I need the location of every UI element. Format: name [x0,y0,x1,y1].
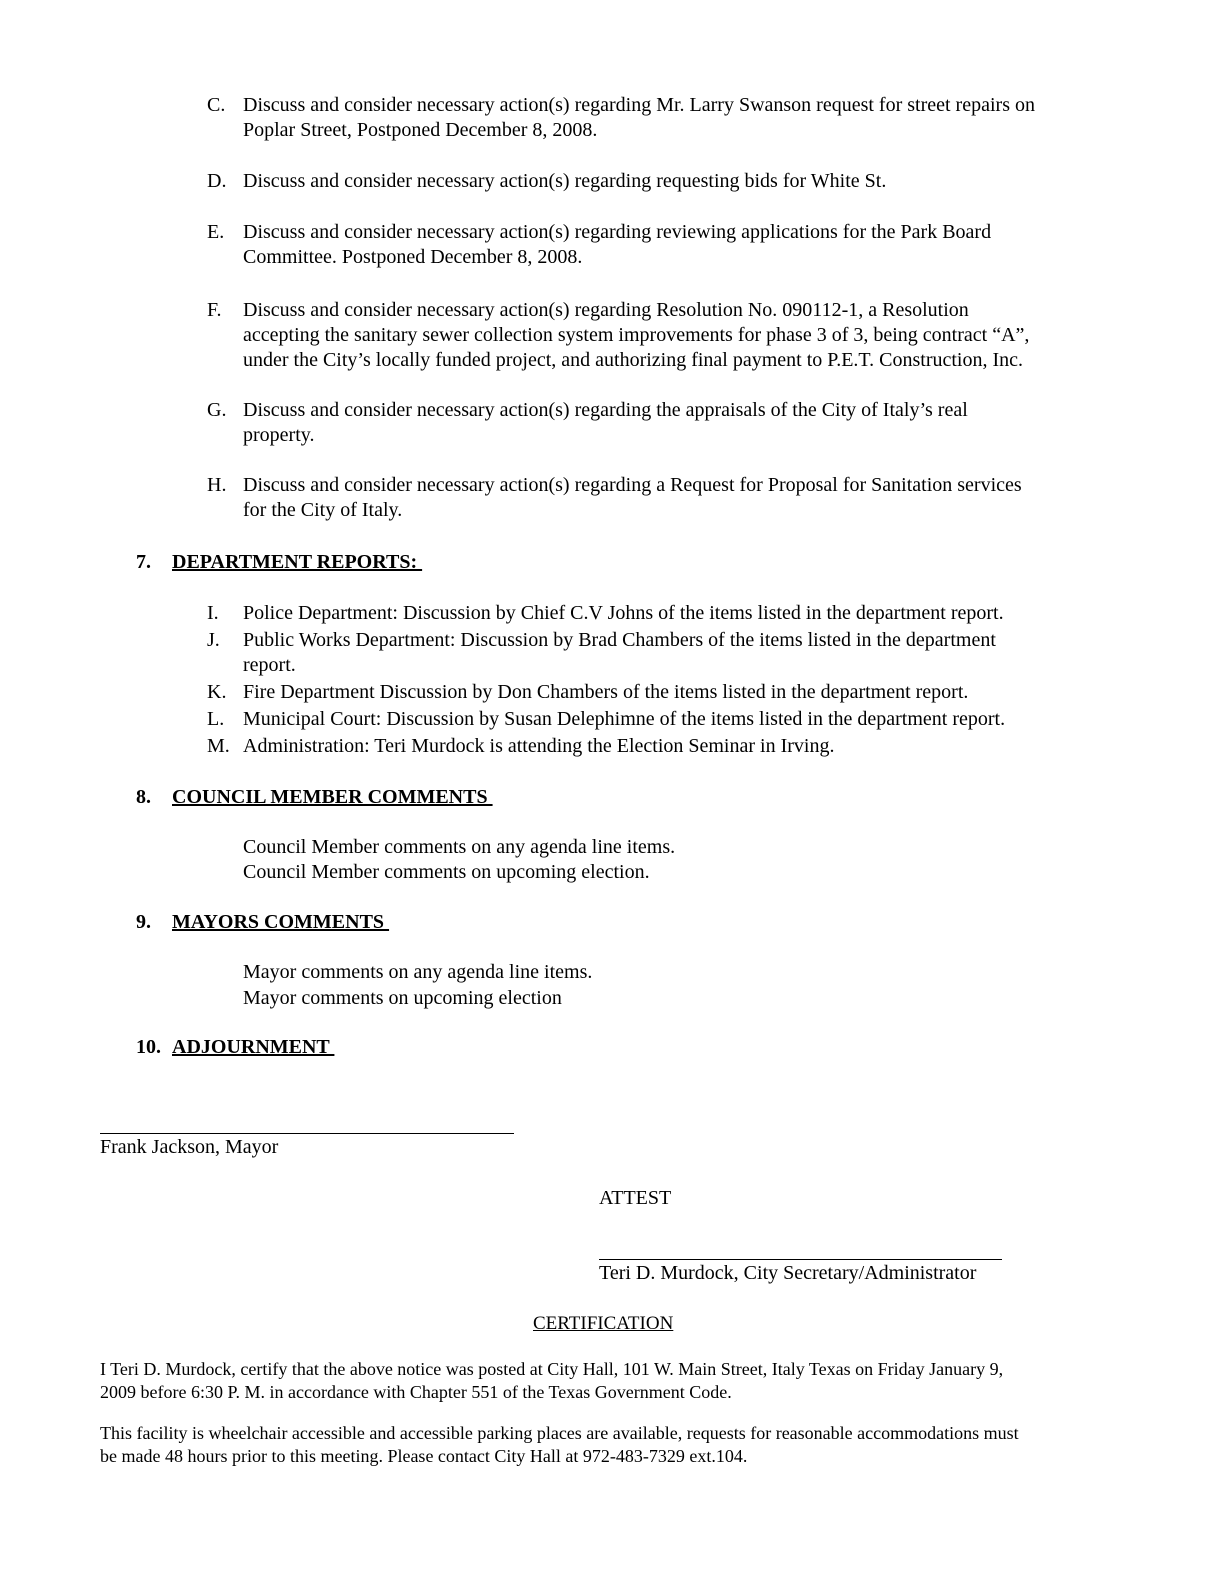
item-letter: G. [207,399,227,421]
item-letter: M. [207,735,230,757]
council-comment-line: Council Member comments on any agenda line items. [243,836,676,858]
item-text [243,734,1123,759]
item-line: Discuss and consider necessary action(s) regarding the appraisals of the City of Italy’s real [243,399,968,421]
secretary-signature-name: Teri D. Murdock, City Secretary/Administrator [599,1262,977,1284]
item-text [243,298,1123,373]
item-letter: L. [207,708,225,730]
section-number: 10. [136,1036,161,1058]
item-line: under the City’s locally funded project, and authorizing final payment to P.E.T. Construction, Inc. [243,349,1024,371]
mayor-comment-line: Mayor comments on any agenda line items. [243,961,593,983]
item-line: Discuss and consider necessary action(s) regarding Resolution No. 090112-1, a Resolution [243,299,969,321]
item-text [243,628,1123,678]
section-number: 7. [136,551,151,573]
item-line: Discuss and consider necessary action(s) regarding a Request for Proposal for Sanitation services [243,474,1022,496]
item-text [243,398,1123,448]
section-title: COUNCIL MEMBER COMMENTS [172,786,493,808]
section-title: ADJOURNMENT [172,1036,335,1058]
notice-line: I Teri D. Murdock, certify that the above notice was posted at City Hall, 101 W. Main Street, Italy Texas on Friday January 9, [100,1359,1004,1379]
mayor-signature-line [100,1133,514,1134]
mayor-comment-line: Mayor comments on upcoming election [243,987,562,1009]
item-line: Police Department: Discussion by Chief C.V Johns of the items listed in the department report. [243,602,1004,624]
item-text [243,680,1123,705]
item-line: Discuss and consider necessary action(s) regarding Mr. Larry Swanson request for street repairs on [243,94,1035,116]
item-letter: H. [207,474,227,496]
section-number: 8. [136,786,151,808]
item-letter: E. [207,221,225,243]
notice-line: This facility is wheelchair accessible and accessible parking places are available, requests for reasonable accommodations must [100,1423,1019,1443]
item-letter: K. [207,681,227,703]
item-line: Municipal Court: Discussion by Susan Delephimne of the items listed in the department report. [243,708,1006,730]
section-number: 9. [136,911,151,933]
attest-label: ATTEST [599,1187,672,1209]
item-line: Discuss and consider necessary action(s) regarding requesting bids for White St. [243,170,887,192]
item-letter: I. [207,602,219,624]
item-line: Discuss and consider necessary action(s) regarding reviewing applications for the Park Board [243,221,992,243]
notice-line: be made 48 hours prior to this meeting. Please contact City Hall at 972-483-7329 ext.104. [100,1446,748,1466]
section-title: DEPARTMENT REPORTS: [172,551,423,573]
item-line: Committee. Postponed December 8, 2008. [243,246,583,268]
item-line: Poplar Street, Postponed December 8, 2008. [243,119,598,141]
item-letter: D. [207,170,227,192]
item-text [243,707,1123,732]
mayor-signature-name: Frank Jackson, Mayor [100,1136,279,1158]
item-line: accepting the sanitary sewer collection system improvements for phase 3 of 3, being contract “A”, [243,324,1030,346]
certification-statement [100,1358,1120,1404]
item-letter: C. [207,94,226,116]
item-text [243,93,1123,143]
item-text [243,473,1123,523]
council-comment-line: Council Member comments on upcoming election. [243,861,650,883]
item-line: Public Works Department: Discussion by Brad Chambers of the items listed in the department [243,629,996,651]
item-text [243,220,1123,270]
item-letter: F. [207,299,222,321]
item-text [243,169,1123,194]
section-title: MAYORS COMMENTS [172,911,390,933]
item-line: property. [243,424,315,446]
item-line: Administration: Teri Murdock is attending the Election Seminar in Irving. [243,735,835,757]
item-line: report. [243,654,296,676]
certification-title: CERTIFICATION [533,1313,674,1334]
notice-line: 2009 before 6:30 P. M. in accordance with Chapter 551 of the Texas Government Code. [100,1382,732,1402]
secretary-signature-line [599,1259,1002,1260]
item-text [243,601,1123,626]
accessibility-notice [100,1422,1120,1468]
item-letter: J. [207,629,220,651]
item-line: Fire Department Discussion by Don Chambers of the items listed in the department report. [243,681,969,703]
item-line: for the City of Italy. [243,499,403,521]
